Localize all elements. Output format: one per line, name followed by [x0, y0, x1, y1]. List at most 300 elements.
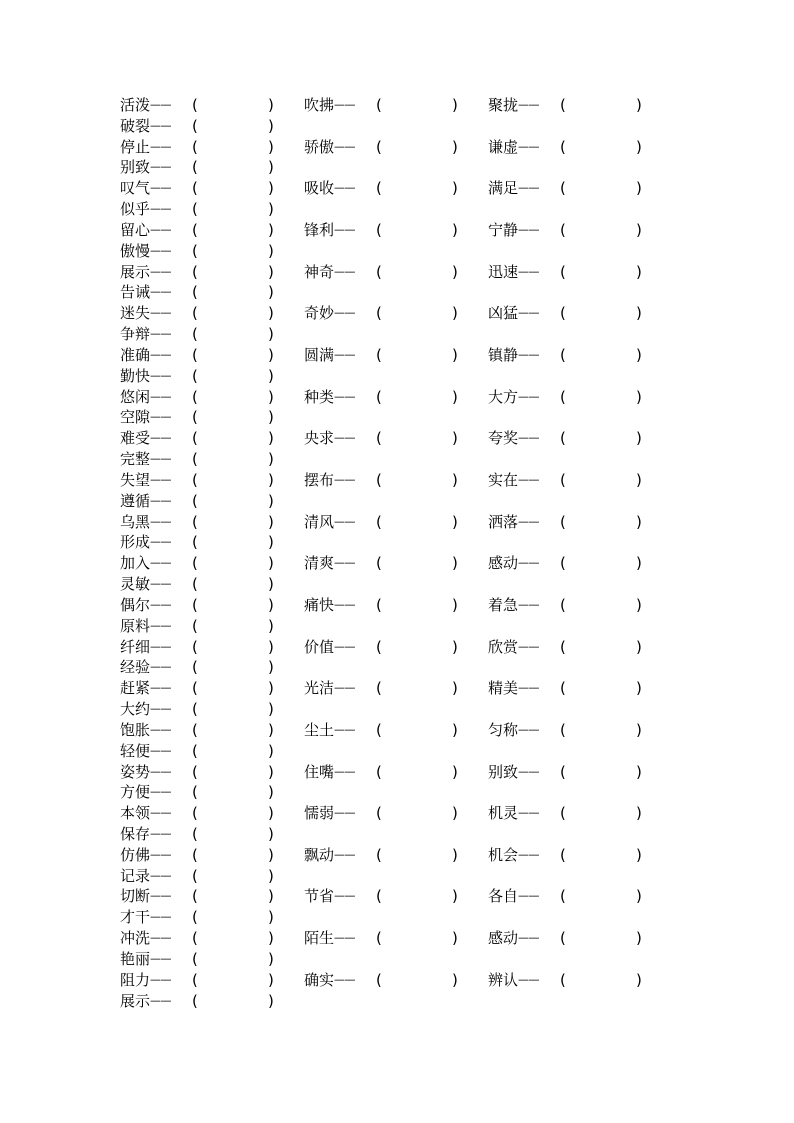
entry-dash: —— — [334, 931, 355, 945]
answer-open-paren: ( — [192, 137, 198, 156]
worksheet-row — [0, 491, 794, 512]
entry-dash: —— — [518, 306, 539, 320]
entry-dash: —— — [150, 681, 171, 695]
entry-word: 偶尔 — [120, 595, 151, 614]
entry-word: 才干 — [120, 908, 151, 927]
answer-close-paren: ) — [268, 241, 274, 260]
answer-open-paren: ( — [560, 345, 566, 364]
entry-word: 冲洗 — [120, 929, 151, 948]
answer-close-paren: ) — [452, 137, 458, 156]
entry-dash: —— — [518, 264, 539, 278]
answer-close-paren: ) — [452, 512, 458, 531]
entry-word: 留心 — [120, 220, 151, 239]
answer-close-paren: ) — [268, 512, 274, 531]
answer-close-paren: ) — [268, 991, 274, 1010]
entry-word: 空隙 — [120, 408, 151, 427]
entry-dash: —— — [150, 910, 171, 924]
answer-open-paren: ( — [192, 824, 198, 843]
entry-word: 保存 — [120, 824, 151, 843]
answer-open-paren: ( — [192, 949, 198, 968]
answer-close-paren: ) — [636, 262, 642, 281]
entry-dash: —— — [150, 118, 171, 132]
worksheet-row — [0, 762, 794, 783]
answer-close-paren: ) — [268, 554, 274, 573]
entry-dash: —— — [334, 639, 355, 653]
entry-word: 飘动 — [304, 845, 335, 864]
answer-close-paren: ) — [636, 470, 642, 489]
entry-word: 加入 — [120, 554, 151, 573]
entry-word: 实在 — [488, 470, 519, 489]
answer-open-paren: ( — [560, 845, 566, 864]
answer-open-paren: ( — [192, 637, 198, 656]
entry-dash: —— — [518, 931, 539, 945]
answer-close-paren: ) — [452, 762, 458, 781]
entry-word: 悠闲 — [120, 387, 151, 406]
answer-open-paren: ( — [192, 262, 198, 281]
answer-close-paren: ) — [452, 220, 458, 239]
entry-dash: —— — [150, 951, 171, 965]
entry-word: 大方 — [488, 387, 519, 406]
entry-dash: —— — [150, 743, 171, 757]
answer-open-paren: ( — [376, 720, 382, 739]
worksheet-row — [0, 345, 794, 366]
answer-open-paren: ( — [192, 929, 198, 948]
entry-word: 光洁 — [304, 679, 335, 698]
answer-close-paren: ) — [452, 345, 458, 364]
entry-word: 形成 — [120, 533, 151, 552]
answer-open-paren: ( — [192, 783, 198, 802]
answer-open-paren: ( — [192, 804, 198, 823]
entry-dash: —— — [150, 889, 171, 903]
entry-dash: —— — [518, 681, 539, 695]
entry-word: 摆布 — [304, 470, 335, 489]
entry-dash: —— — [150, 327, 171, 341]
answer-open-paren: ( — [192, 96, 198, 114]
entry-dash: —— — [150, 806, 171, 820]
entry-dash: —— — [150, 98, 171, 111]
worksheet-row — [0, 782, 794, 803]
entry-word: 吸收 — [304, 179, 335, 198]
answer-close-paren: ) — [636, 804, 642, 823]
answer-open-paren: ( — [192, 491, 198, 510]
entry-dash: —— — [518, 347, 539, 361]
entry-dash: —— — [334, 764, 355, 778]
entry-dash: —— — [518, 722, 539, 736]
entry-dash: —— — [334, 847, 355, 861]
answer-open-paren: ( — [192, 720, 198, 739]
entry-word: 别致 — [120, 158, 151, 177]
worksheet-row — [0, 720, 794, 741]
worksheet-row — [0, 199, 794, 220]
entry-dash: —— — [334, 972, 355, 986]
entry-word: 经验 — [120, 658, 151, 677]
answer-close-paren: ) — [268, 887, 274, 906]
worksheet-row — [0, 928, 794, 949]
entry-word: 乌黑 — [120, 512, 151, 531]
entry-dash: —— — [518, 639, 539, 653]
entry-word: 破裂 — [120, 116, 151, 135]
entry-word: 展示 — [120, 991, 151, 1010]
answer-close-paren: ) — [268, 304, 274, 323]
entry-word: 切断 — [120, 887, 151, 906]
entry-word: 清风 — [304, 512, 335, 531]
entry-dash: —— — [518, 222, 539, 236]
entry-word: 神奇 — [304, 262, 335, 281]
answer-open-paren: ( — [192, 991, 198, 1010]
answer-open-paren: ( — [560, 96, 566, 114]
answer-close-paren: ) — [268, 387, 274, 406]
entry-word: 准确 — [120, 345, 151, 364]
answer-open-paren: ( — [376, 845, 382, 864]
answer-close-paren: ) — [452, 804, 458, 823]
entry-word: 骄傲 — [304, 137, 335, 156]
answer-open-paren: ( — [192, 387, 198, 406]
answer-close-paren: ) — [636, 762, 642, 781]
answer-open-paren: ( — [376, 262, 382, 281]
answer-open-paren: ( — [192, 845, 198, 864]
answer-close-paren: ) — [636, 387, 642, 406]
entry-word: 欣赏 — [488, 637, 519, 656]
worksheet-row — [0, 407, 794, 428]
answer-close-paren: ) — [268, 283, 274, 302]
answer-close-paren: ) — [268, 262, 274, 281]
worksheet-row — [0, 886, 794, 907]
entry-word: 价值 — [304, 637, 335, 656]
worksheet-row — [0, 178, 794, 199]
entry-dash: —— — [150, 660, 171, 674]
answer-open-paren: ( — [192, 887, 198, 906]
entry-dash: —— — [150, 493, 171, 507]
entry-dash: —— — [150, 472, 171, 486]
entry-dash: —— — [150, 160, 171, 174]
entry-word: 夸奖 — [488, 429, 519, 448]
answer-close-paren: ) — [452, 887, 458, 906]
answer-close-paren: ) — [268, 366, 274, 385]
worksheet-row — [0, 220, 794, 241]
worksheet-row — [0, 574, 794, 595]
answer-close-paren: ) — [268, 408, 274, 427]
worksheet-row — [0, 95, 794, 116]
answer-close-paren: ) — [268, 595, 274, 614]
entry-word: 停止 — [120, 137, 151, 156]
entry-word: 精美 — [488, 679, 519, 698]
answer-close-paren: ) — [452, 179, 458, 198]
answer-open-paren: ( — [560, 554, 566, 573]
entry-dash: —— — [518, 514, 539, 528]
entry-word: 洒落 — [488, 512, 519, 531]
entry-word: 轻便 — [120, 741, 151, 760]
answer-close-paren: ) — [268, 845, 274, 864]
entry-word: 遵循 — [120, 491, 151, 510]
entry-dash: —— — [518, 806, 539, 820]
entry-dash: —— — [150, 389, 171, 403]
entry-dash: —— — [150, 181, 171, 195]
answer-close-paren: ) — [636, 720, 642, 739]
entry-dash: —— — [518, 389, 539, 403]
answer-close-paren: ) — [268, 720, 274, 739]
worksheet-row — [0, 366, 794, 387]
entry-word: 奇妙 — [304, 304, 335, 323]
answer-close-paren: ) — [268, 158, 274, 177]
answer-close-paren: ) — [452, 387, 458, 406]
entry-dash: —— — [334, 556, 355, 570]
answer-open-paren: ( — [192, 366, 198, 385]
answer-close-paren: ) — [636, 304, 642, 323]
answer-open-paren: ( — [192, 762, 198, 781]
entry-word: 各自 — [488, 887, 519, 906]
entry-word: 辨认 — [488, 970, 519, 989]
entry-word: 痛快 — [304, 595, 335, 614]
answer-close-paren: ) — [268, 679, 274, 698]
answer-close-paren: ) — [636, 429, 642, 448]
answer-close-paren: ) — [452, 679, 458, 698]
entry-dash: —— — [150, 368, 171, 382]
entry-word: 清爽 — [304, 554, 335, 573]
answer-open-paren: ( — [376, 345, 382, 364]
antonym-worksheet — [0, 95, 794, 1011]
entry-word: 宁静 — [488, 220, 519, 239]
answer-close-paren: ) — [268, 637, 274, 656]
entry-dash: —— — [334, 597, 355, 611]
entry-dash: —— — [334, 431, 355, 445]
answer-close-paren: ) — [636, 512, 642, 531]
worksheet-row — [0, 512, 794, 533]
answer-close-paren: ) — [452, 929, 458, 948]
entry-word: 仿佛 — [120, 845, 151, 864]
worksheet-row — [0, 845, 794, 866]
entry-word: 央求 — [304, 429, 335, 448]
answer-open-paren: ( — [376, 304, 382, 323]
worksheet-row — [0, 449, 794, 470]
answer-close-paren: ) — [268, 491, 274, 510]
entry-word: 勤快 — [120, 366, 151, 385]
entry-dash: —— — [334, 181, 355, 195]
entry-word: 迷失 — [120, 304, 151, 323]
worksheet-row — [0, 991, 794, 1012]
answer-open-paren: ( — [192, 450, 198, 469]
entry-word: 本领 — [120, 804, 151, 823]
answer-close-paren: ) — [636, 595, 642, 614]
answer-close-paren: ) — [452, 720, 458, 739]
entry-dash: —— — [334, 389, 355, 403]
entry-word: 告诫 — [120, 283, 151, 302]
worksheet-row — [0, 741, 794, 762]
answer-open-paren: ( — [560, 970, 566, 989]
entry-dash: —— — [150, 764, 171, 778]
answer-open-paren: ( — [192, 554, 198, 573]
answer-open-paren: ( — [560, 887, 566, 906]
answer-open-paren: ( — [192, 158, 198, 177]
entry-word: 阻力 — [120, 970, 151, 989]
answer-open-paren: ( — [560, 804, 566, 823]
entry-word: 住嘴 — [304, 762, 335, 781]
answer-close-paren: ) — [636, 554, 642, 573]
answer-close-paren: ) — [268, 429, 274, 448]
answer-open-paren: ( — [192, 616, 198, 635]
entry-word: 似乎 — [120, 200, 151, 219]
answer-open-paren: ( — [560, 137, 566, 156]
answer-open-paren: ( — [376, 970, 382, 989]
entry-word: 锋利 — [304, 220, 335, 239]
entry-dash: —— — [150, 785, 171, 799]
entry-dash: —— — [518, 98, 539, 111]
entry-word: 艳丽 — [120, 949, 151, 968]
worksheet-row — [0, 803, 794, 824]
worksheet-row — [0, 116, 794, 137]
answer-open-paren: ( — [192, 283, 198, 302]
answer-open-paren: ( — [192, 533, 198, 552]
answer-close-paren: ) — [268, 345, 274, 364]
answer-open-paren: ( — [560, 387, 566, 406]
entry-dash: —— — [150, 410, 171, 424]
worksheet-row — [0, 241, 794, 262]
answer-close-paren: ) — [268, 700, 274, 719]
answer-close-paren: ) — [268, 929, 274, 948]
entry-dash: —— — [334, 347, 355, 361]
entry-dash: —— — [150, 535, 171, 549]
answer-close-paren: ) — [636, 220, 642, 239]
answer-close-paren: ) — [268, 783, 274, 802]
entry-word: 记录 — [120, 866, 151, 885]
entry-word: 机会 — [488, 845, 519, 864]
entry-dash: —— — [518, 431, 539, 445]
answer-close-paren: ) — [268, 616, 274, 635]
answer-open-paren: ( — [560, 512, 566, 531]
answer-open-paren: ( — [560, 220, 566, 239]
entry-word: 大约 — [120, 700, 151, 719]
worksheet-row — [0, 699, 794, 720]
entry-dash: —— — [150, 306, 171, 320]
answer-close-paren: ) — [452, 970, 458, 989]
answer-close-paren: ) — [268, 220, 274, 239]
entry-dash: —— — [150, 514, 171, 528]
entry-dash: —— — [150, 243, 171, 257]
answer-open-paren: ( — [192, 470, 198, 489]
entry-dash: —— — [150, 222, 171, 236]
worksheet-row — [0, 616, 794, 637]
entry-word: 种类 — [304, 387, 335, 406]
answer-close-paren: ) — [268, 179, 274, 198]
entry-word: 节省 — [304, 887, 335, 906]
answer-open-paren: ( — [376, 929, 382, 948]
entry-dash: —— — [518, 472, 539, 486]
entry-dash: —— — [150, 556, 171, 570]
entry-dash: —— — [518, 597, 539, 611]
worksheet-row — [0, 657, 794, 678]
answer-close-paren: ) — [268, 116, 274, 135]
entry-word: 活泼 — [120, 96, 151, 114]
answer-open-paren: ( — [376, 512, 382, 531]
answer-open-paren: ( — [560, 762, 566, 781]
entry-word: 难受 — [120, 429, 151, 448]
entry-word: 圆满 — [304, 345, 335, 364]
answer-open-paren: ( — [192, 512, 198, 531]
answer-close-paren: ) — [636, 845, 642, 864]
entry-word: 凶猛 — [488, 304, 519, 323]
answer-open-paren: ( — [192, 908, 198, 927]
answer-open-paren: ( — [560, 637, 566, 656]
entry-dash: —— — [334, 98, 355, 111]
answer-close-paren: ) — [452, 637, 458, 656]
worksheet-row — [0, 428, 794, 449]
answer-open-paren: ( — [192, 179, 198, 198]
answer-close-paren: ) — [268, 200, 274, 219]
entry-word: 完整 — [120, 450, 151, 469]
entry-dash: —— — [150, 264, 171, 278]
answer-close-paren: ) — [268, 949, 274, 968]
worksheet-row — [0, 470, 794, 491]
entry-dash: —— — [518, 889, 539, 903]
entry-word: 陌生 — [304, 929, 335, 948]
entry-word: 尘土 — [304, 720, 335, 739]
entry-dash: —— — [150, 347, 171, 361]
answer-close-paren: ) — [452, 429, 458, 448]
answer-open-paren: ( — [192, 679, 198, 698]
answer-close-paren: ) — [268, 533, 274, 552]
answer-close-paren: ) — [452, 304, 458, 323]
worksheet-row — [0, 282, 794, 303]
answer-close-paren: ) — [268, 575, 274, 594]
answer-open-paren: ( — [560, 304, 566, 323]
answer-open-paren: ( — [376, 887, 382, 906]
answer-open-paren: ( — [192, 408, 198, 427]
entry-dash: —— — [150, 202, 171, 216]
worksheet-row — [0, 970, 794, 991]
answer-close-paren: ) — [636, 929, 642, 948]
answer-open-paren: ( — [192, 220, 198, 239]
entry-word: 谦虚 — [488, 137, 519, 156]
answer-open-paren: ( — [192, 304, 198, 323]
answer-open-paren: ( — [192, 970, 198, 989]
answer-open-paren: ( — [560, 929, 566, 948]
answer-open-paren: ( — [192, 241, 198, 260]
entry-dash: —— — [150, 826, 171, 840]
worksheet-row — [0, 949, 794, 970]
answer-open-paren: ( — [560, 429, 566, 448]
answer-close-paren: ) — [268, 824, 274, 843]
entry-word: 迅速 — [488, 262, 519, 281]
entry-dash: —— — [334, 889, 355, 903]
entry-word: 吹拂 — [304, 96, 335, 114]
entry-dash: —— — [518, 847, 539, 861]
entry-word: 匀称 — [488, 720, 519, 739]
answer-close-paren: ) — [636, 137, 642, 156]
entry-dash: —— — [150, 931, 171, 945]
answer-open-paren: ( — [192, 700, 198, 719]
answer-close-paren: ) — [452, 262, 458, 281]
worksheet-row — [0, 262, 794, 283]
answer-close-paren: ) — [636, 679, 642, 698]
entry-word: 镇静 — [488, 345, 519, 364]
answer-close-paren: ) — [268, 450, 274, 469]
answer-open-paren: ( — [192, 741, 198, 760]
answer-open-paren: ( — [376, 179, 382, 198]
answer-open-paren: ( — [192, 325, 198, 344]
answer-close-paren: ) — [636, 345, 642, 364]
answer-close-paren: ) — [452, 845, 458, 864]
entry-dash: —— — [150, 639, 171, 653]
entry-dash: —— — [334, 722, 355, 736]
worksheet-row — [0, 137, 794, 158]
entry-dash: —— — [518, 181, 539, 195]
worksheet-row — [0, 595, 794, 616]
entry-dash: —— — [150, 993, 171, 1007]
entry-dash: —— — [150, 618, 171, 632]
answer-close-paren: ) — [268, 96, 274, 114]
answer-open-paren: ( — [376, 679, 382, 698]
worksheet-row — [0, 866, 794, 887]
answer-open-paren: ( — [560, 262, 566, 281]
